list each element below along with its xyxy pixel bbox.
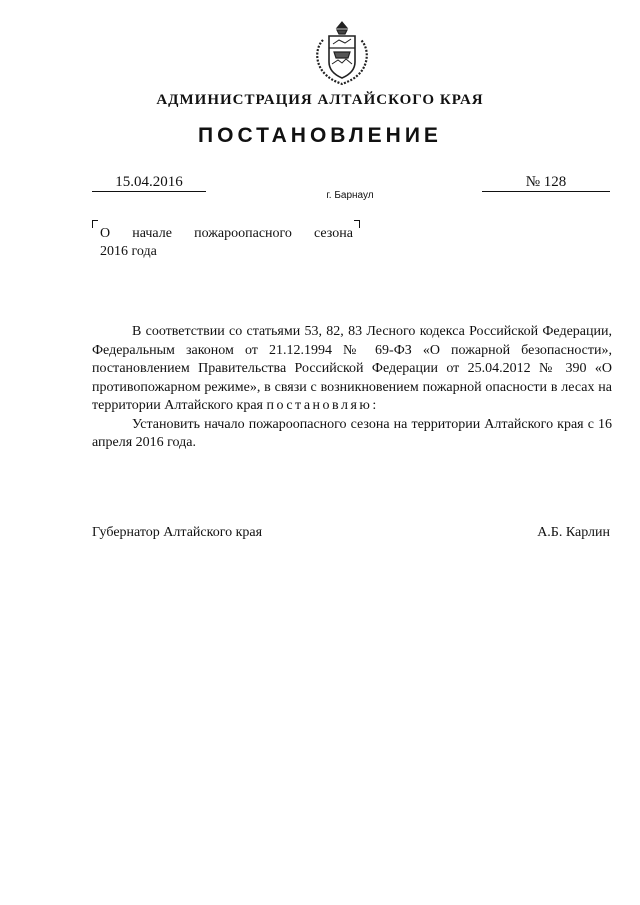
body-paragraph-1-text: В соответствии со статьями 53, 82, 83 Лесного кодекса Российской Федерации, Федеральным законом от 21.12.1994 № 69-ФЗ «О пожарной безопасности», постановлением Правительства Российской Федерации от 25.04.2012 № 390 «О противопожарном режиме», в связи с возникновением пожарной опасности в лесах на территории Алтайского края — [92, 324, 612, 413]
document-subject — [100, 225, 370, 261]
document-date: 15.04.2016 — [92, 174, 206, 192]
subject-word: начале — [132, 226, 172, 241]
subject-line-2: 2016 года — [100, 244, 157, 259]
body-paragraph-1 — [92, 323, 612, 416]
document-number: № 128 — [482, 174, 610, 192]
document-type: ПОСТАНОВЛЕНИЕ — [198, 124, 442, 147]
subject-word: сезона — [314, 226, 353, 241]
subject-word: пожароопасного — [194, 226, 292, 241]
document-body — [92, 323, 612, 453]
organization-name: АДМИНИСТРАЦИЯ АЛТАЙСКОГО КРАЯ — [156, 92, 484, 108]
coat-of-arms-icon — [311, 18, 373, 88]
signatory-name: А.Б. Карлин — [537, 525, 610, 540]
body-paragraph-2: Установить начало пожароопасного сезона на территории Алтайского края с 16 апреля 2016 года. — [92, 416, 612, 450]
subject-line-1 — [100, 225, 353, 243]
signatory-title: Губернатор Алтайского края — [92, 525, 263, 540]
subject-word: О — [100, 226, 111, 241]
subject-bracket-left — [92, 220, 98, 228]
decree-keyword: постановляю: — [266, 398, 379, 413]
document-city: г. Барнаул — [326, 190, 374, 201]
